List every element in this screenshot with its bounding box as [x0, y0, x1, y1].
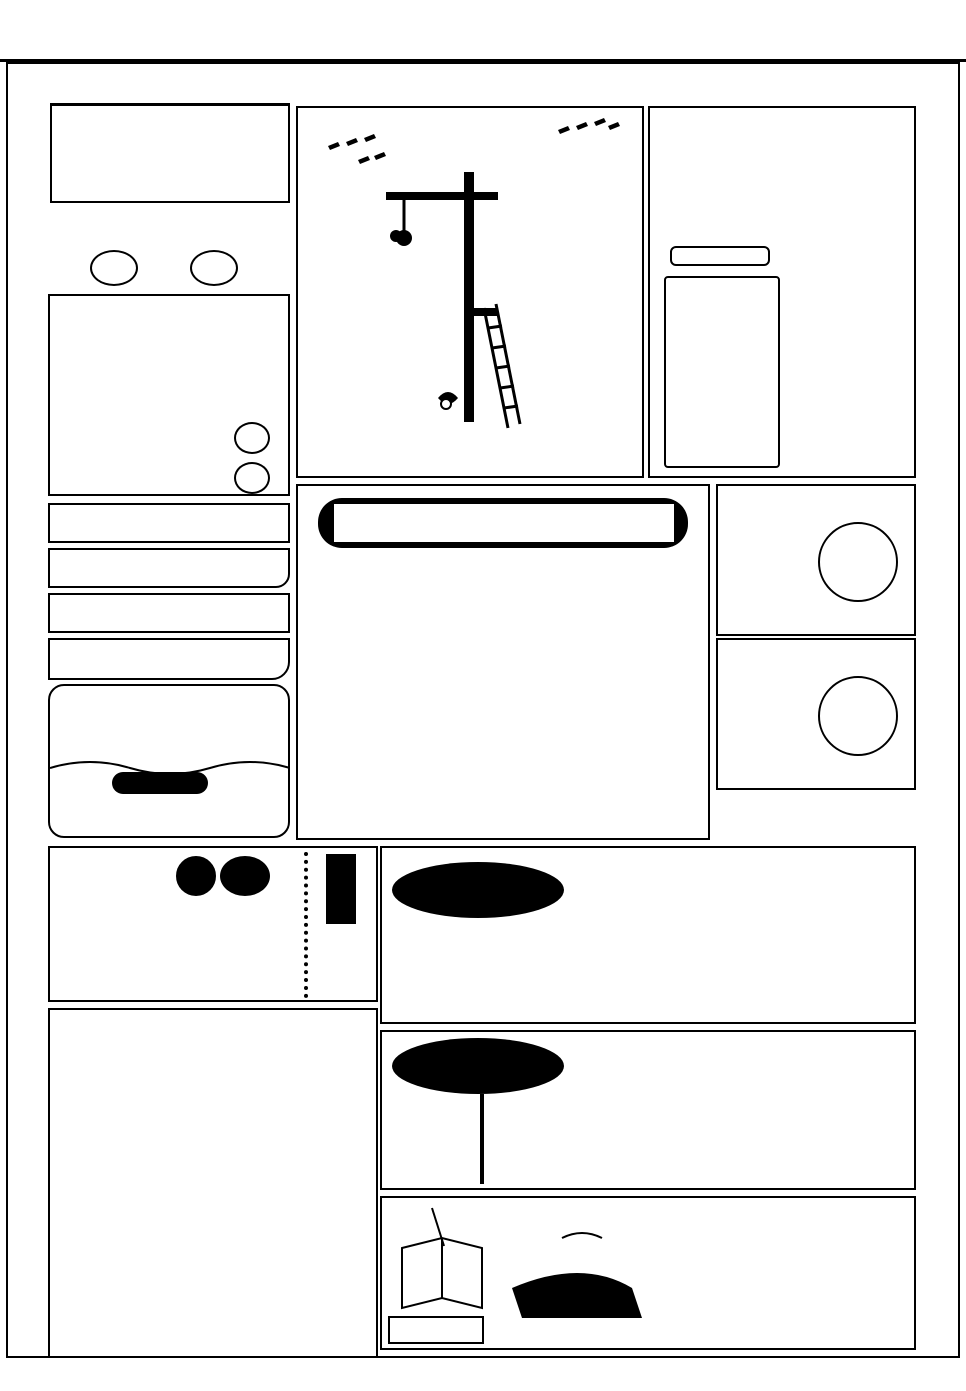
cold-hot-num1 [90, 250, 138, 286]
special-code-num1 [234, 422, 270, 454]
stats-table-box [50, 103, 290, 203]
year-open-number-1 [818, 522, 898, 602]
explain-label [388, 1316, 484, 1344]
contribution-note [112, 772, 208, 794]
lucky-zodiac-row [48, 548, 290, 588]
lucky-code-row [48, 503, 290, 543]
computer-box [296, 484, 710, 840]
center-art-illustration [298, 108, 642, 476]
special-open-box [380, 1030, 916, 1190]
lucky-range-row [48, 638, 290, 680]
year-open-box-2 [716, 638, 916, 790]
contribution-box [48, 684, 290, 838]
xuanji-line1b [176, 856, 216, 896]
total-open-pill [392, 862, 564, 918]
xuanji-box [48, 846, 378, 1002]
center-art-box [296, 106, 644, 478]
puzzle-grid [54, 1072, 374, 1354]
explain-box [380, 1196, 916, 1350]
year-open-number-2 [818, 676, 898, 756]
watermark-col-left [10, 90, 38, 1350]
special-open-divider [480, 1094, 484, 1184]
stats-table-title [52, 105, 288, 106]
right-art-tag [670, 246, 770, 266]
lucky-color-row [48, 593, 290, 633]
right-art-box [648, 106, 916, 478]
header-bar [0, 0, 966, 62]
year-open-box-1 [716, 484, 916, 636]
big-buy-box [380, 846, 916, 1024]
puzzle-box [48, 1008, 378, 1358]
watermark-row-top [40, 68, 920, 82]
special-code-num2 [234, 462, 270, 494]
xuanji-line1c [220, 856, 270, 896]
computer-balls [338, 564, 678, 608]
special-code-box [48, 294, 290, 496]
watermark-col-right [928, 90, 956, 1350]
right-art-scroll [664, 276, 780, 468]
xuanji-side-label [326, 854, 356, 924]
cold-hot-num2 [190, 250, 238, 286]
xuanji-divider [304, 852, 308, 998]
special-open-pill [392, 1038, 564, 1094]
computer-title [334, 504, 674, 542]
